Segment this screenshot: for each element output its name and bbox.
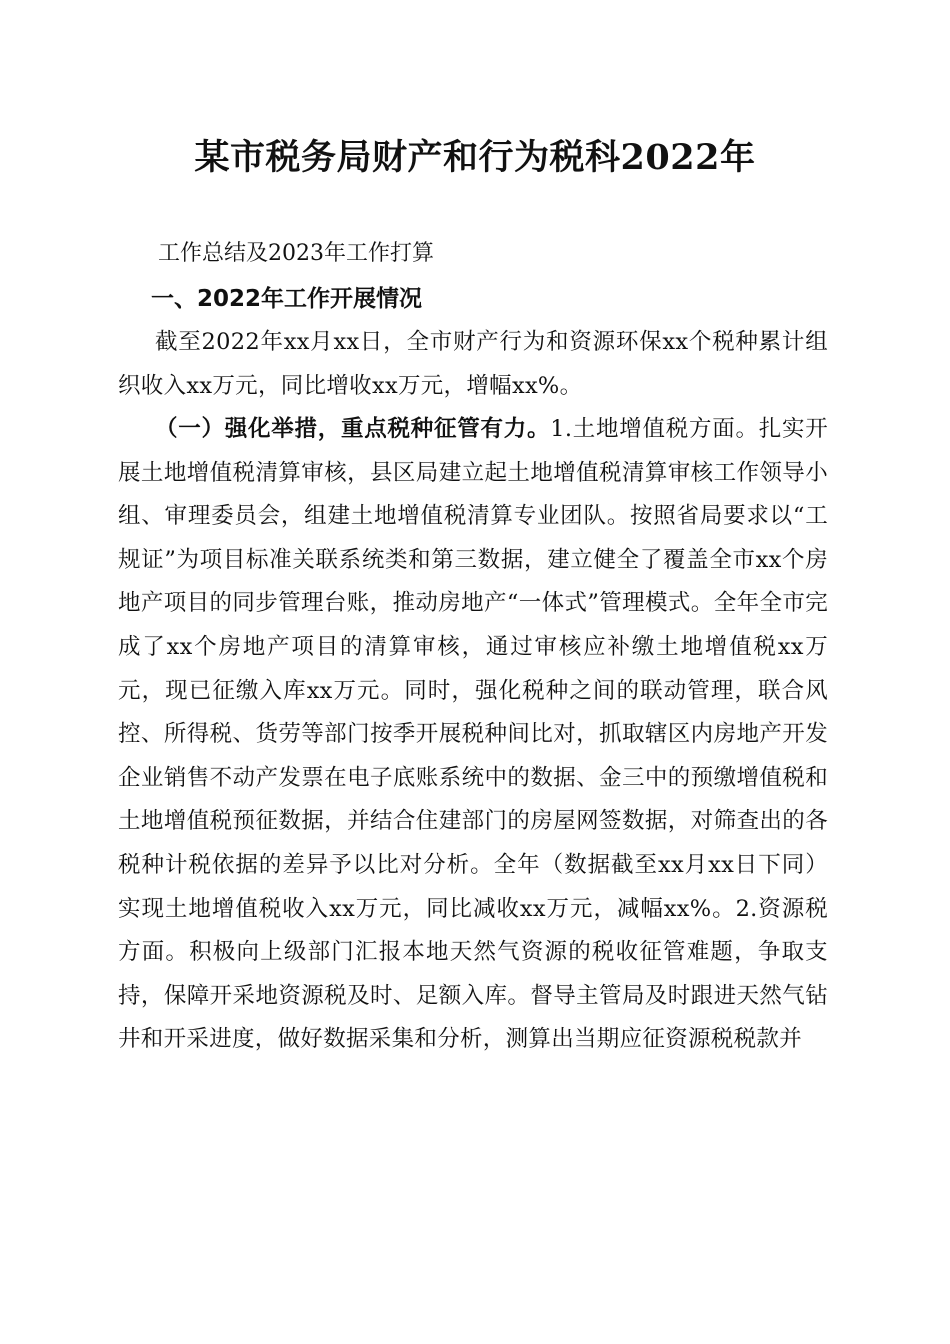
- subsection-body-1: 1.土地增值税方面。扎实开展土地增值税清算审核，县区局建立起土地增值税清算审核工作领导小组、审理委员会，组建土地增值税清算专业团队。按照省局要求以“工规证”为项目标准关联系统类和第三数据，建立健全了覆盖全市xx个房地产项目的同步管理台账，推动房地产“一体式”管理模式。全年全市完成了xx个房地产项目的清算审核，通过审核应补缴土地增值税xx万元，现已征缴入库xx万元。同时，强化税种之间的联动管理，联合风控、所得税、货劳等部门按季开展税种间比对，抓取辖区内房地产开发企业销售不动产发票在电子底账系统中的数据、金三中的预缴增值税和土地增值税预征数据，并结合住建部门的房屋网签数据，对筛查出的各税种计税依据的差异予以比对分析。全年（数据截至xx月xx日下同）实现土地增值税收入xx万元，同比减收xx万元，减幅xx%。2.资源税方面。积极向上级部门汇报本地天然气资源的税收征管难题，争取支持，保障开采地资源税及时、足额入库。督导主管局及时跟进天然气钻井和开采进度，做好数据采集和分析，测算出当期应征资源税税款并: [118, 416, 828, 1053]
- section-heading-1: 一、2022年工作开展情况: [151, 286, 423, 312]
- document-subtitle: 工作总结及2023年工作打算: [158, 241, 434, 266]
- subsection-paragraph: [118, 408, 828, 1193]
- document-title: 某市税务局财产和行为税科2022年: [194, 137, 756, 178]
- subsection-heading-1: （一）强化举措，重点税种征管有力。: [155, 416, 551, 442]
- summary-paragraph: 截至2022年xx月xx日，全市财产行为和资源环保xx个税种累计组织收入xx万元，同比增收xx万元，增幅xx%。: [118, 329, 828, 399]
